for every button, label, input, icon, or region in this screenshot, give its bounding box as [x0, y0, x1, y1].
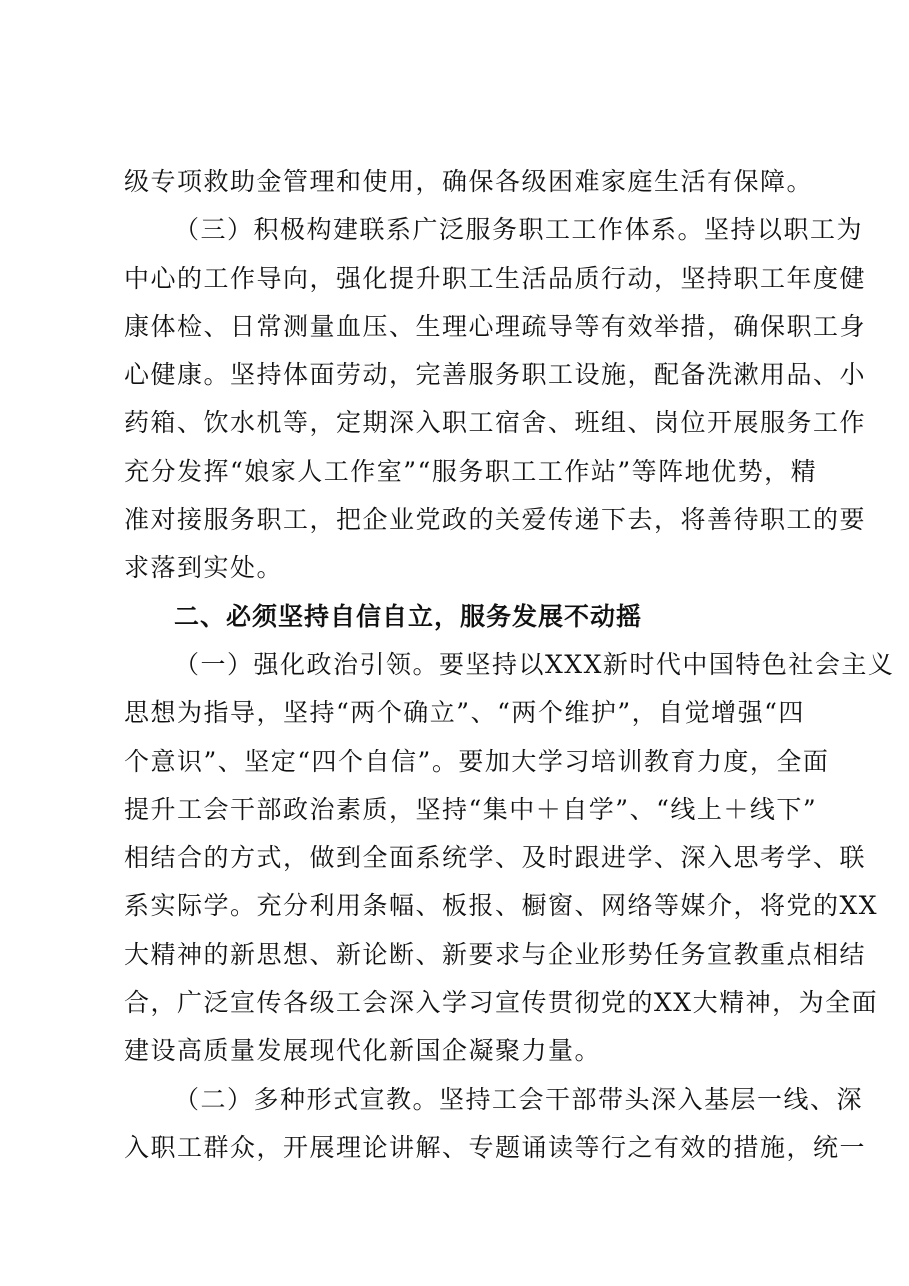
text-line: 充分发挥“娘家人工作室”“服务职工工作站”等阵地优势，精: [124, 456, 818, 486]
document-body: [124, 158, 895, 1172]
text-line: 药箱、饮水机等，定期深入职工宿舍、班组、岗位开展服务工作: [124, 408, 867, 438]
text-line: 准对接服务职工，把企业党政的关爱传递下去，将善待职工的要: [124, 505, 867, 535]
text-line: 个意识”、坚定“四个自信”。要加大学习培训教育力度，全面: [124, 746, 830, 776]
text-line: 中心的工作导向，强化提升职工生活品质行动，坚持职工年度健: [124, 263, 867, 293]
section-heading: 二、必须坚持自信自立，服务发展不动摇: [174, 601, 643, 631]
text-line: 合，广泛宣传各级工会深入学习宣传贯彻党的XX大精神，为全面: [124, 988, 879, 1018]
text-line: 提升工会干部政治素质，坚持“集中＋自学”、“线上＋线下”: [124, 794, 818, 824]
text-line: （三）积极构建联系广泛服务职工工作体系。坚持以职工为: [174, 215, 864, 245]
text-line: （一）强化政治引领。要坚持以XXX新时代中国特色社会主义: [174, 649, 895, 679]
text-line: 大精神的新思想、新论断、新要求与企业形势任务宣教重点相结: [124, 939, 867, 969]
text-line: （二）多种形式宣教。坚持工会干部带头深入基层一线、深: [174, 1084, 864, 1114]
text-line: 相结合的方式，做到全面系统学、及时跟进学、深入思考学、联: [124, 843, 867, 873]
text-line: 康体检、日常测量血压、生理心理疏导等有效举措，确保职工身: [124, 311, 867, 341]
text-line: 思想为指导，坚持“两个确立”、“两个维护”，自觉增强“四: [124, 698, 805, 728]
text-line: 心健康。坚持体面劳动，完善服务职工设施，配备洗漱用品、小: [124, 360, 867, 390]
text-line: 求落到实处。: [124, 553, 284, 583]
text-line: 入职工群众，开展理论讲解、专题诵读等行之有效的措施，统一: [124, 1132, 867, 1162]
text-line: 建设高质量发展现代化新国企凝聚力量。: [124, 1036, 602, 1066]
text-line: 级专项救助金管理和使用，确保各级困难家庭生活有保障。: [124, 167, 814, 196]
text-line: 系实际学。充分利用条幅、板报、橱窗、网络等媒介，将党的XX: [124, 891, 879, 921]
